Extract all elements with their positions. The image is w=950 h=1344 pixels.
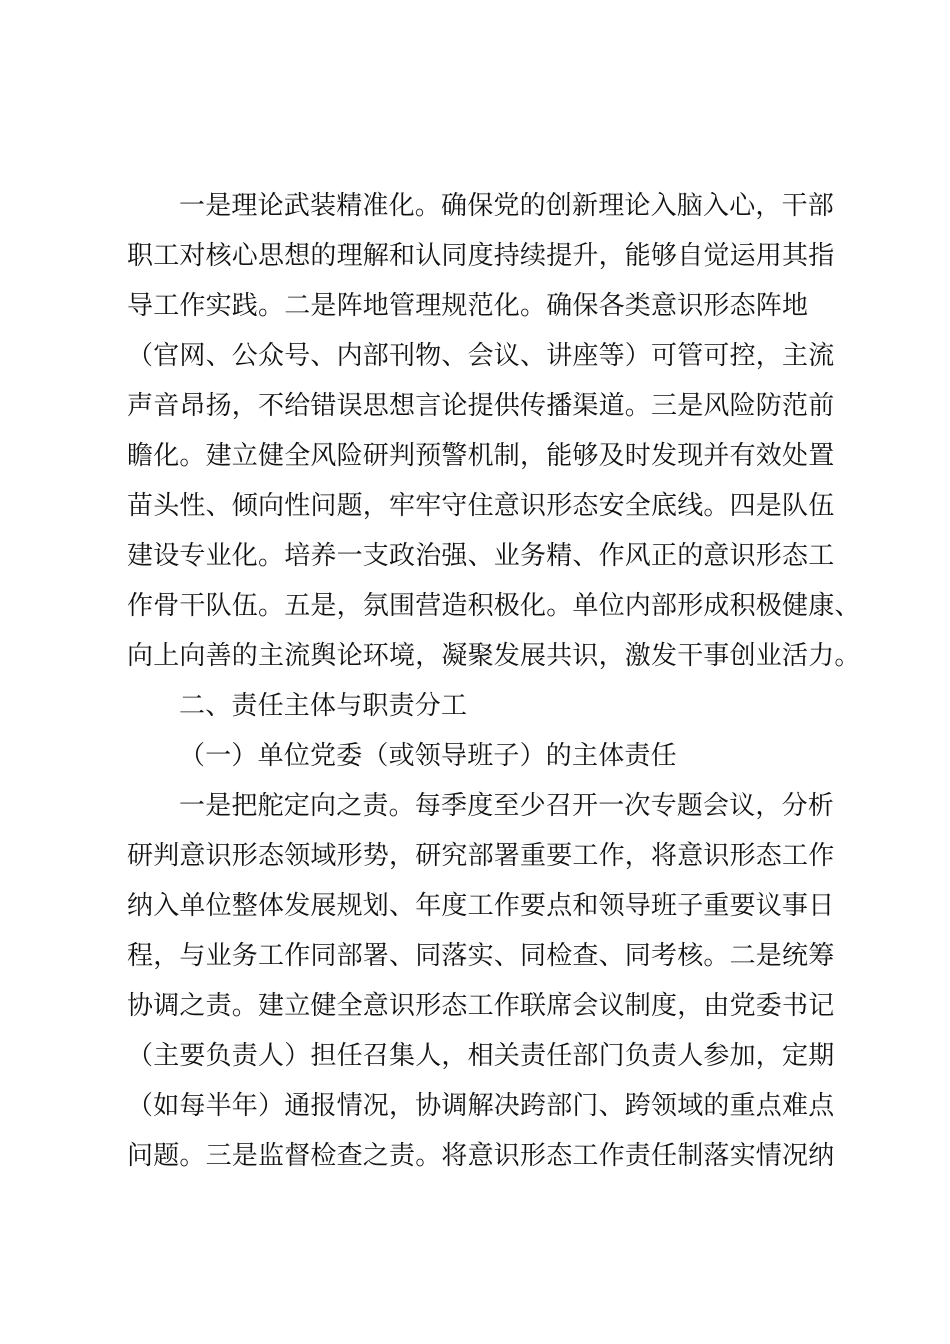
paragraph-1-line-9: 作骨干队伍。五是，氛围营造积极化。单位内部形成积极健康、: [127, 591, 861, 621]
paragraph-1-line-1: 一是理论武装精准化。确保党的创新理论入脑入心，干部: [179, 191, 835, 221]
paragraph-1-line-3: 导工作实践。二是阵地管理规范化。确保各类意识形态阵地: [127, 291, 809, 321]
paragraph-2-line-8: 问题。三是监督检查之责。将意识形态工作责任制落实情况纳: [127, 1141, 835, 1171]
paragraph-2-line-1: 一是把舵定向之责。每季度至少召开一次专题会议，分析: [179, 791, 835, 821]
paragraph-1-line-2: 职工对核心思想的理解和认同度持续提升，能够自觉运用其指: [127, 241, 835, 271]
paragraph-1-line-7: 苗头性、倾向性问题，牢牢守住意识形态安全底线。四是队伍: [127, 491, 835, 521]
paragraph-1-line-6: 瞻化。建立健全风险研判预警机制，能够及时发现并有效处置: [127, 441, 835, 471]
subsection-heading: （一）单位党委（或领导班子）的主体责任: [179, 741, 677, 771]
paragraph-2-line-5: 协调之责。建立健全意识形态工作联席会议制度，由党委书记: [127, 991, 835, 1021]
paragraph-1-line-10: 向上向善的主流舆论环境，凝聚发展共识，激发干事创业活力。: [127, 641, 861, 671]
paragraph-2-line-7: （如每半年）通报情况，协调解决跨部门、跨领域的重点难点: [127, 1091, 835, 1121]
paragraph-1-line-4: （官网、公众号、内部刊物、会议、讲座等）可管可控，主流: [127, 341, 835, 371]
paragraph-1-line-5: 声音昂扬，不给错误思想言论提供传播渠道。三是风险防范前: [127, 391, 835, 421]
paragraph-2-line-2: 研判意识形态领域形势，研究部署重要工作，将意识形态工作: [127, 841, 835, 871]
paragraph-2-line-4: 程，与业务工作同部署、同落实、同检查、同考核。二是统筹: [127, 941, 835, 971]
paragraph-2-line-6: （主要负责人）担任召集人，相关责任部门负责人参加，定期: [127, 1041, 835, 1071]
section-heading: 二、责任主体与职责分工: [179, 691, 468, 721]
paragraph-1-line-8: 建设专业化。培养一支政治强、业务精、作风正的意识形态工: [127, 541, 835, 571]
paragraph-2-line-3: 纳入单位整体发展规划、年度工作要点和领导班子重要议事日: [127, 891, 835, 921]
